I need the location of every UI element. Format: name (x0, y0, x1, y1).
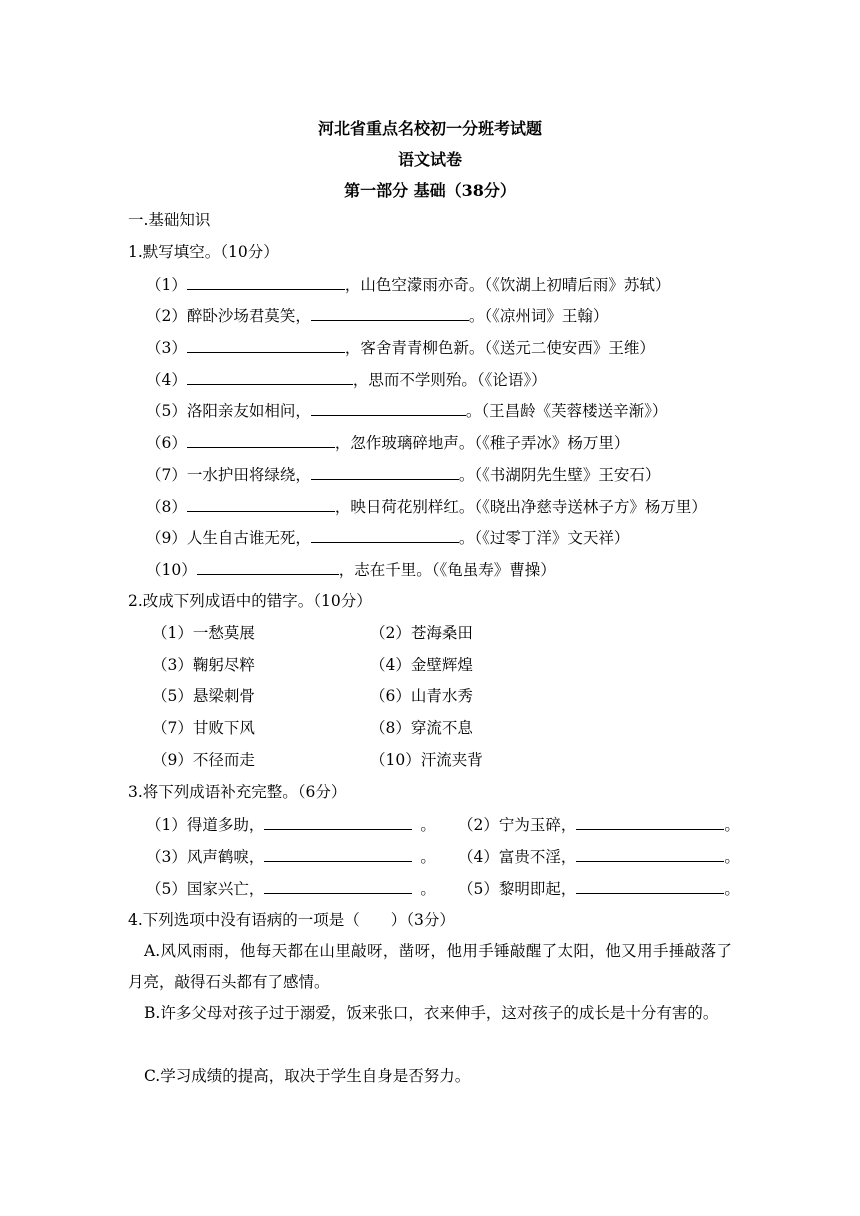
q2-item-2: （2）苍海桑田 (370, 624, 473, 642)
q2-item-8: （8）穿流不息 (370, 719, 473, 737)
q1-heading: 1.默写填空。（10分） (128, 243, 279, 261)
q3-item-4: （4）富贵不淫， 。 (458, 848, 740, 866)
answer-blank[interactable] (187, 432, 335, 448)
q3-item-6: （5）黎明即起， 。 (458, 880, 740, 898)
q3-item-3: （3）风声鹤唳， 。 (146, 848, 436, 866)
q1-item-2: （2）醉卧沙场君莫笑， 。（《凉州词》王翰） (146, 307, 609, 325)
answer-blank[interactable] (576, 878, 724, 894)
q4-option-b: B.许多父母对孩子过于溺爱，饭来张口，衣来伸手，这对孩子的成长是十分有害的。 (144, 1004, 719, 1022)
q4-option-a: A.风风雨雨，他每天都在山里敲呀，凿呀，他用手锤敲醒了太阳，他又用手捶敲落了月亮，敲得石头都有了感情。 (128, 942, 732, 991)
q3-item-1: （1）得道多助， 。 (146, 816, 436, 834)
q2-item-9: （9）不径而走 (152, 751, 255, 769)
exam-subject: 语文试卷 (397, 150, 462, 169)
answer-blank[interactable] (576, 814, 724, 830)
answer-blank[interactable] (264, 814, 412, 830)
answer-blank[interactable] (311, 464, 459, 480)
q1-item-4: （4） ，思而不学则殆。（《论语》） (146, 371, 547, 389)
q1-item-9: （9）人生自古谁无死， 。（《过零丁洋》文天祥） (146, 529, 630, 547)
answer-blank[interactable] (311, 527, 459, 543)
q2-item-3: （3）鞠躬尽粹 (152, 656, 255, 674)
q3-heading: 3.将下列成语补充完整。（6分） (128, 783, 347, 801)
answer-blank[interactable] (311, 305, 469, 321)
answer-blank[interactable] (197, 559, 339, 575)
q1-item-5: （5）洛阳亲友如相问， 。（王昌龄《芙蓉楼送辛渐》） (146, 402, 668, 420)
q1-item-3: （3） ，客舍青青柳色新。（《送元二使安西》王维） (146, 339, 655, 357)
answer-blank[interactable] (264, 878, 412, 894)
q2-item-5: （5）悬梁刺骨 (152, 687, 255, 705)
q1-item-8: （8） ，映日荷花别样红。（《晓出净慈寺送林子方》杨万里） (146, 498, 707, 516)
answer-blank[interactable] (187, 274, 345, 290)
part-heading: 第一部分 基础（38分） (344, 181, 516, 200)
q1-item-1: （1） ，山色空濛雨亦奇。（《饮湖上初晴后雨》苏轼） (146, 276, 671, 294)
q2-item-6: （6）山青水秀 (370, 687, 473, 705)
q2-heading: 2.改成下列成语中的错字。（10分） (128, 592, 372, 610)
section-heading: 一.基础知识 (128, 211, 211, 229)
q1-item-6: （6） ，忽作玻璃碎地声。（《稚子弄冰》杨万里） (146, 434, 630, 452)
q4-heading: 4.下列选项中没有语病的一项是（ ）（3分） (128, 911, 455, 929)
q2-item-7: （7）甘败下风 (152, 719, 255, 737)
answer-blank[interactable] (576, 846, 724, 862)
exam-title: 河北省重点名校初一分班考试题 (317, 119, 542, 138)
q2-item-4: （4）金壁辉煌 (370, 656, 473, 674)
q3-item-5: （5）国家兴亡， 。 (146, 880, 436, 898)
q2-item-1: （1）一愁莫展 (152, 624, 255, 642)
q4-option-c: C.学习成绩的提高，取决于学生自身是否努力。 (144, 1067, 471, 1085)
answer-blank[interactable] (187, 337, 345, 353)
answer-blank[interactable] (187, 369, 353, 385)
q3-item-2: （2）宁为玉碎， 。 (458, 816, 740, 834)
answer-blank[interactable] (187, 496, 335, 512)
q1-item-7: （7）一水护田将绿绕， 。（《书湖阴先生壁》王安石） (146, 466, 661, 484)
q2-item-10: （10）汗流夹背 (370, 751, 483, 769)
answer-blank[interactable] (264, 846, 412, 862)
q1-item-10: （10） ，志在千里。（《龟虽寿》曹操） (146, 561, 556, 579)
answer-blank[interactable] (311, 400, 466, 416)
